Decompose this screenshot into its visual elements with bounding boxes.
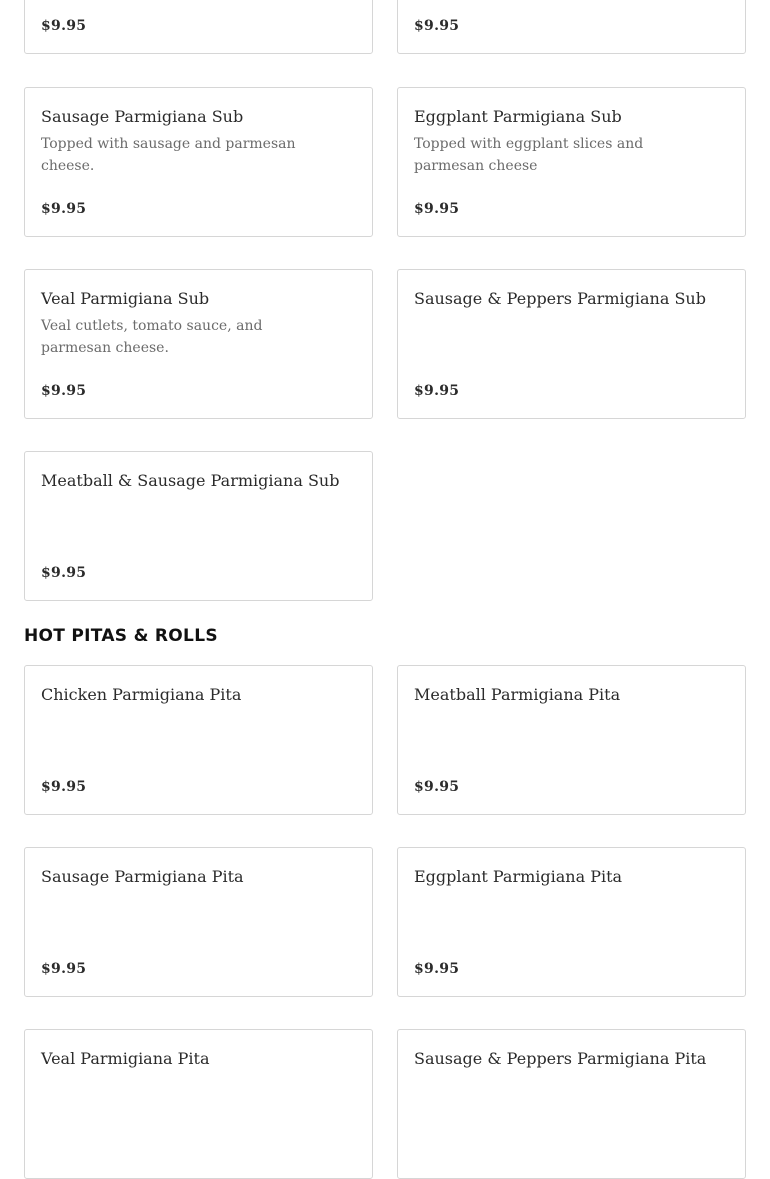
item-name: Sausage Parmigiana Sub — [41, 107, 244, 126]
item-description: Veal cutlets, tomato sauce, and parmesan cheese. — [41, 318, 263, 356]
item-name: Meatball Parmigiana Pita — [414, 685, 621, 704]
menu-item-card[interactable] — [397, 1029, 746, 1179]
menu-item-card[interactable] — [24, 269, 373, 419]
item-price: $9.95 — [414, 18, 460, 34]
section-heading: HOT PITAS & ROLLS — [24, 626, 218, 646]
item-price: $9.95 — [41, 565, 87, 581]
item-price: $9.95 — [41, 779, 87, 795]
item-price: $9.95 — [41, 201, 87, 217]
item-name: Chicken Parmigiana Pita — [41, 685, 242, 704]
item-name: Veal Parmigiana Pita — [41, 1049, 210, 1068]
item-name: Sausage Parmigiana Pita — [41, 867, 244, 886]
item-description: Topped with sausage and parmesan cheese. — [41, 136, 296, 174]
item-price: $9.95 — [414, 779, 460, 795]
menu-item-card[interactable] — [24, 87, 373, 237]
item-price: $9.95 — [41, 961, 87, 977]
menu-item-card[interactable] — [397, 269, 746, 419]
menu-item-card[interactable] — [24, 0, 373, 54]
item-name: Eggplant Parmigiana Sub — [414, 107, 622, 126]
menu-item-card[interactable] — [397, 0, 746, 54]
menu-item-card[interactable] — [24, 847, 373, 997]
item-price: $9.95 — [414, 201, 460, 217]
item-price: $9.95 — [41, 18, 87, 34]
item-price: $9.95 — [414, 961, 460, 977]
item-price: $9.95 — [414, 383, 460, 399]
item-name: Sausage & Peppers Parmigiana Sub — [414, 289, 706, 308]
item-name: Sausage & Peppers Parmigiana Pita — [414, 1049, 707, 1068]
item-name: Meatball & Sausage Parmigiana Sub — [41, 471, 340, 490]
menu-item-card[interactable] — [24, 665, 373, 815]
menu-item-card[interactable] — [24, 451, 373, 601]
menu-item-card[interactable] — [397, 665, 746, 815]
menu-item-card[interactable] — [397, 847, 746, 997]
item-name: Veal Parmigiana Sub — [41, 289, 210, 308]
item-description: Topped with eggplant slices and parmesan cheese — [414, 136, 644, 174]
menu-item-card[interactable] — [397, 87, 746, 237]
menu-item-card[interactable] — [24, 1029, 373, 1179]
item-price: $9.95 — [41, 383, 87, 399]
item-name: Eggplant Parmigiana Pita — [414, 867, 623, 886]
